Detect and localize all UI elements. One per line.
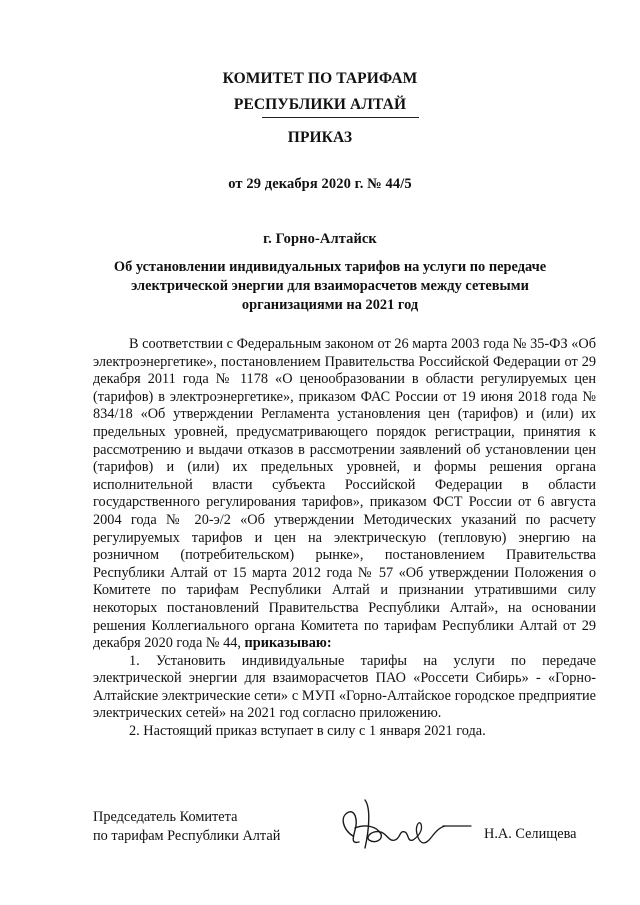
organization-underline (262, 117, 419, 118)
handwritten-signature (325, 790, 475, 860)
document-date-number: от 29 декабря 2020 г. № 44/5 (228, 176, 412, 192)
document-city: г. Горно-Алтайск (263, 231, 377, 247)
order-item-2: 2. Настоящий приказ вступает в силу с 1 января 2021 года. (129, 723, 486, 740)
signer-position-line1: Председатель Комитета (93, 809, 238, 825)
order-word: приказываю: (244, 635, 332, 652)
document-subject: Об установлении индивидуальных тарифов на услуги по передаче электрической энергии для взаиморасчетов между сетевыми организациями на 2021 год (113, 259, 547, 313)
document-body (93, 336, 596, 741)
signer-name: Н.А. Селищева (484, 826, 577, 842)
organization-name-line2: РЕСПУБЛИКИ АЛТАЙ (233, 96, 407, 113)
preamble-text: В соответствии с Федеральным законом от 26 марта 2003 года № 35-ФЗ «Об электроэнергетике», постановлением Правительства Российской Федерации от 29 декабря 2011 года № 1178 «О ценообразовании в области регулируемых цен (тарифов) в электроэнергетике», приказом ФАС России от 19 июня 2018 года № 834/18 «Об утверждении Регламента установления цен (тарифов) и (или) их предельных уровней, предусматривающего порядок регистрации, принятия к рассмотрению и выдачи отказов в рассмотрении заявлений об установлении цен (тарифов) и (или) их предельных уровней, и формы решения органа исполнительной власти субъекта Российской Федерации в области государственного регулирования тарифов», приказом ФСТ России от 6 августа 2004 года № 20-э/2 «Об утверждении Методических указаний по расчету регулируемых тарифов и цен на электрическую (тепловую) энергию на розничном (потребительском) рынке», постановлением Правительства Республики Алтай от 15 марта 2012 года № 57 «Об утверждении Положения о Комитете по тарифам Республики Алтай и признании утратившими силу некоторых постановлений Правительства Республики Алтай», на основании решения Коллегиального органа Комитета по тарифам Республики Алтай от 29 декабря 2020 года № 44, (93, 336, 596, 652)
preamble-paragraph (93, 336, 596, 653)
signer-position (93, 808, 280, 846)
organization-name-line1: КОМИТЕТ ПО ТАРИФАМ (222, 70, 418, 87)
order-item-1: 1. Установить индивидуальные тарифы на услуги по передаче электрической энергии для взаиморасчетов ПАО «Россети Сибирь» - «Горно-Алтайские электрические сети» с МУП «Горно-Алтайское городское предприятие электрических сетей» на 2021 год согласно приложению. (93, 652, 596, 722)
document-type-title: ПРИКАЗ (287, 129, 353, 146)
signer-position-line2: по тарифам Республики Алтай (93, 828, 281, 844)
